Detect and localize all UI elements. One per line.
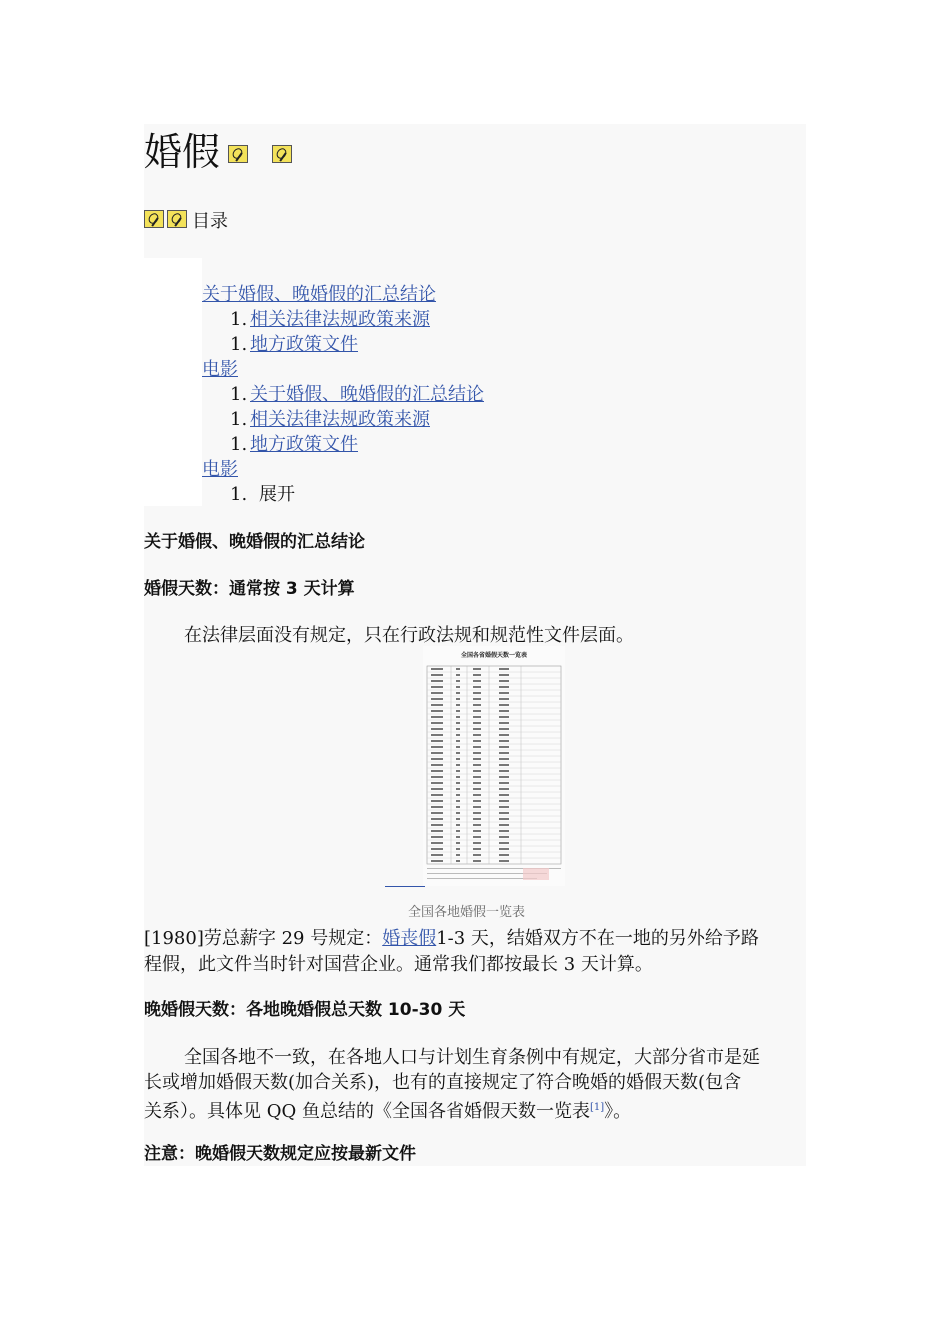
table-cell-mark bbox=[473, 746, 481, 748]
table-cell-mark bbox=[456, 716, 460, 718]
table-cell-mark bbox=[456, 776, 460, 778]
table-cell-mark bbox=[431, 788, 443, 790]
table-cell-mark bbox=[473, 794, 481, 796]
table-cell-mark bbox=[456, 728, 460, 730]
table-cell-mark bbox=[456, 758, 460, 760]
table-cell-mark bbox=[473, 800, 481, 802]
table-cell-mark bbox=[456, 836, 460, 838]
table-cell-mark bbox=[431, 812, 443, 814]
toc-item-number: 1. bbox=[230, 334, 248, 355]
table-cell-mark bbox=[499, 848, 509, 850]
table-cell-mark bbox=[456, 848, 460, 850]
table-cell-mark bbox=[431, 824, 443, 826]
table-cell-mark bbox=[456, 686, 460, 688]
table-cell-mark bbox=[473, 806, 481, 808]
table-cell-mark bbox=[499, 770, 509, 772]
table-cell-mark bbox=[473, 698, 481, 700]
table-cell-mark bbox=[431, 770, 443, 772]
table-cell-mark bbox=[456, 854, 460, 856]
table-cell-mark bbox=[431, 710, 443, 712]
table-cell-mark bbox=[431, 758, 443, 760]
table-cell-mark bbox=[499, 704, 509, 706]
table-cell-mark bbox=[431, 848, 443, 850]
table-cell-mark bbox=[431, 830, 443, 832]
table-cell-mark bbox=[431, 686, 443, 688]
toc-item-movie-2[interactable]: 电影 bbox=[202, 459, 238, 480]
table-cell-mark bbox=[473, 668, 481, 670]
table-cell-mark bbox=[499, 740, 509, 742]
table-cell-mark bbox=[473, 692, 481, 694]
table-cell-mark bbox=[473, 842, 481, 844]
table-cell-mark bbox=[499, 854, 509, 856]
table-cell-mark bbox=[431, 836, 443, 838]
table-cell-mark bbox=[473, 860, 481, 862]
table-cell-mark bbox=[431, 674, 443, 676]
table-cell-mark bbox=[499, 800, 509, 802]
table-cell-mark bbox=[473, 704, 481, 706]
table-cell-mark bbox=[499, 860, 509, 862]
table-cell-mark bbox=[473, 680, 481, 682]
table-cell-mark bbox=[431, 734, 443, 736]
table-cell-mark bbox=[456, 788, 460, 790]
table-cell-mark bbox=[456, 704, 460, 706]
table-cell-mark bbox=[473, 770, 481, 772]
table-cell-mark bbox=[499, 806, 509, 808]
table-cell-mark bbox=[456, 746, 460, 748]
text-run: 1-3 天，结婚双方不在一地的另外给予路 bbox=[436, 928, 759, 949]
toc-gutter bbox=[144, 258, 202, 506]
table-cell-mark bbox=[431, 668, 443, 670]
table-cell-mark bbox=[456, 800, 460, 802]
section-heading: 关于婚假、晚婚假的汇总结论 bbox=[144, 532, 365, 552]
table-cell-mark bbox=[499, 752, 509, 754]
text-run: [1980]劳总薪字 29 号规定： bbox=[144, 928, 383, 949]
table-cell-mark bbox=[499, 794, 509, 796]
table-cell-mark bbox=[473, 764, 481, 766]
text-run: 关系）。具体见 QQ 鱼总结的《全国各省婚假天数一览表 bbox=[144, 1101, 590, 1122]
image-caption: 全国各地婚假一览表 bbox=[408, 905, 526, 920]
table-cell-mark bbox=[456, 794, 460, 796]
table-cell-mark bbox=[456, 860, 460, 862]
table-cell-mark bbox=[499, 710, 509, 712]
table-cell-mark bbox=[473, 740, 481, 742]
table-cell-mark bbox=[456, 692, 460, 694]
paragraph-line: 程假，此文件当时针对国营企业。通常我们都按最长 3 天计算。 bbox=[144, 954, 653, 975]
table-cell-mark bbox=[473, 710, 481, 712]
table-cell-mark bbox=[499, 788, 509, 790]
toc-item-number: 1. bbox=[230, 409, 248, 430]
table-cell-mark bbox=[456, 806, 460, 808]
edit-icon[interactable] bbox=[167, 210, 187, 228]
table-cell-mark bbox=[431, 776, 443, 778]
late-marriage-heading: 晚婚假天数：各地晚婚假总天数 10-30 天 bbox=[144, 1000, 466, 1020]
table-cell-mark bbox=[456, 740, 460, 742]
table-cell-mark bbox=[499, 692, 509, 694]
table-cell-mark bbox=[456, 752, 460, 754]
image-title: 全国各省婚假天数一览表 bbox=[460, 652, 528, 659]
table-cell-mark bbox=[473, 818, 481, 820]
table-cell-mark bbox=[473, 674, 481, 676]
table-cell-mark bbox=[499, 842, 509, 844]
table-cell-mark bbox=[431, 746, 443, 748]
image-link-underline bbox=[385, 886, 425, 887]
table-cell-mark bbox=[499, 824, 509, 826]
table-cell-mark bbox=[499, 830, 509, 832]
toc-item-summary[interactable]: 关于婚假、晚婚假的汇总结论 bbox=[202, 284, 436, 305]
table-cell-mark bbox=[456, 722, 460, 724]
table-cell-mark bbox=[499, 668, 509, 670]
table-cell-mark bbox=[456, 782, 460, 784]
table-cell-mark bbox=[499, 728, 509, 730]
table-cell-mark bbox=[473, 848, 481, 850]
toc-title: 目录 bbox=[192, 211, 228, 232]
table-cell-mark bbox=[456, 668, 460, 670]
table-cell-mark bbox=[473, 830, 481, 832]
table-cell-mark bbox=[499, 812, 509, 814]
table-cell-mark bbox=[499, 716, 509, 718]
table-cell-mark bbox=[473, 686, 481, 688]
table-cell-mark bbox=[473, 752, 481, 754]
table-cell-mark bbox=[456, 818, 460, 820]
table-cell-mark bbox=[456, 830, 460, 832]
table-cell-mark bbox=[473, 824, 481, 826]
table-cell-mark bbox=[499, 764, 509, 766]
table-cell-mark bbox=[456, 698, 460, 700]
toc-item-summary-2[interactable]: 关于婚假、晚婚假的汇总结论 bbox=[250, 384, 484, 405]
table-cell-mark bbox=[499, 686, 509, 688]
table-cell-mark bbox=[473, 776, 481, 778]
table-cell-mark bbox=[456, 710, 460, 712]
marriage-leave-heading: 婚假天数：通常按 3 天计算 bbox=[144, 579, 355, 599]
edit-icon[interactable] bbox=[272, 145, 292, 163]
note-heading: 注意：晚婚假天数规定应按最新文件 bbox=[144, 1144, 416, 1164]
table-cell-mark bbox=[431, 782, 443, 784]
marriage-leave-table-image[interactable] bbox=[423, 646, 565, 886]
table-cell-mark bbox=[473, 722, 481, 724]
table-cell-mark bbox=[473, 836, 481, 838]
table-cell-mark bbox=[456, 680, 460, 682]
toc-item-local-policy[interactable]: 地方政策文件 bbox=[250, 334, 358, 355]
paragraph bbox=[144, 926, 759, 952]
table-cell-mark bbox=[499, 818, 509, 820]
toc-item-law-sources[interactable]: 相关法律法规政策来源 bbox=[250, 309, 430, 330]
table-cell-mark bbox=[499, 758, 509, 760]
table-cell-mark bbox=[499, 782, 509, 784]
text-run: 》。 bbox=[604, 1101, 632, 1122]
table-cell-mark bbox=[431, 860, 443, 862]
table-cell-mark bbox=[456, 842, 460, 844]
table-cell-mark bbox=[473, 782, 481, 784]
edit-icon[interactable] bbox=[144, 210, 164, 228]
footnote-link[interactable]: [1] bbox=[589, 1102, 605, 1113]
table-cell-mark bbox=[456, 824, 460, 826]
table-cell-mark bbox=[499, 734, 509, 736]
table-cell-mark bbox=[456, 764, 460, 766]
table-cell-mark bbox=[431, 842, 443, 844]
table-cell-mark bbox=[473, 728, 481, 730]
table-cell-mark bbox=[456, 812, 460, 814]
table-cell-mark bbox=[431, 722, 443, 724]
table-cell-mark bbox=[499, 836, 509, 838]
table-cell-mark bbox=[456, 674, 460, 676]
table-cell-mark bbox=[431, 692, 443, 694]
table-cell-mark bbox=[473, 788, 481, 790]
table-cell-mark bbox=[473, 812, 481, 814]
table-cell-mark bbox=[431, 740, 443, 742]
table-cell-mark bbox=[431, 716, 443, 718]
table-cell-mark bbox=[499, 680, 509, 682]
table-cell-mark bbox=[431, 698, 443, 700]
table-cell-mark bbox=[431, 800, 443, 802]
table-cell-mark bbox=[499, 776, 509, 778]
table-cell-mark bbox=[473, 758, 481, 760]
toc-item-law-sources-2[interactable]: 相关法律法规政策来源 bbox=[250, 409, 430, 430]
table-cell-mark bbox=[431, 806, 443, 808]
paragraph: 在法律层面没有规定，只在行政法规和规范性文件层面。 bbox=[184, 625, 634, 646]
table-cell-mark bbox=[499, 746, 509, 748]
paragraph-line: 全国各地不一致，在各地人口与计划生育条例中有规定，大部分省市是延 bbox=[184, 1047, 760, 1068]
table-cell-mark bbox=[473, 734, 481, 736]
paragraph-line: 长或增加婚假天数(加合关系)，也有的直接规定了符合晚婚的婚假天数(包含 bbox=[144, 1072, 742, 1093]
toc-item-number: 1. bbox=[230, 384, 248, 405]
toc-item-number: 1. bbox=[230, 434, 248, 455]
toc-item-movie[interactable]: 电影 bbox=[202, 359, 238, 380]
toc-item-local-policy-2[interactable]: 地方政策文件 bbox=[250, 434, 358, 455]
table-cell-mark bbox=[431, 794, 443, 796]
table-cell-mark bbox=[431, 818, 443, 820]
table-cell-mark bbox=[431, 854, 443, 856]
table-cell-mark bbox=[456, 770, 460, 772]
table-cell-mark bbox=[431, 680, 443, 682]
paragraph-line bbox=[144, 1095, 631, 1125]
edit-icon[interactable] bbox=[228, 145, 248, 163]
table-cell-mark bbox=[499, 722, 509, 724]
table-cell-mark bbox=[431, 704, 443, 706]
table-cell-mark bbox=[456, 734, 460, 736]
toc-item-number: 1. bbox=[230, 309, 248, 330]
table-cell-mark bbox=[431, 764, 443, 766]
link-marriage-funeral-leave[interactable]: 婚丧假 bbox=[382, 928, 437, 949]
table-cell-mark bbox=[473, 716, 481, 718]
table-cell-mark bbox=[499, 674, 509, 676]
table-cell-mark bbox=[473, 854, 481, 856]
table-cell-mark bbox=[431, 752, 443, 754]
toc-expand[interactable]: 展开 bbox=[259, 484, 295, 505]
table-cell-mark bbox=[499, 698, 509, 700]
toc-item-number: 1. bbox=[230, 484, 248, 505]
table-cell-mark bbox=[431, 728, 443, 730]
page-title: 婚假 bbox=[144, 130, 221, 174]
